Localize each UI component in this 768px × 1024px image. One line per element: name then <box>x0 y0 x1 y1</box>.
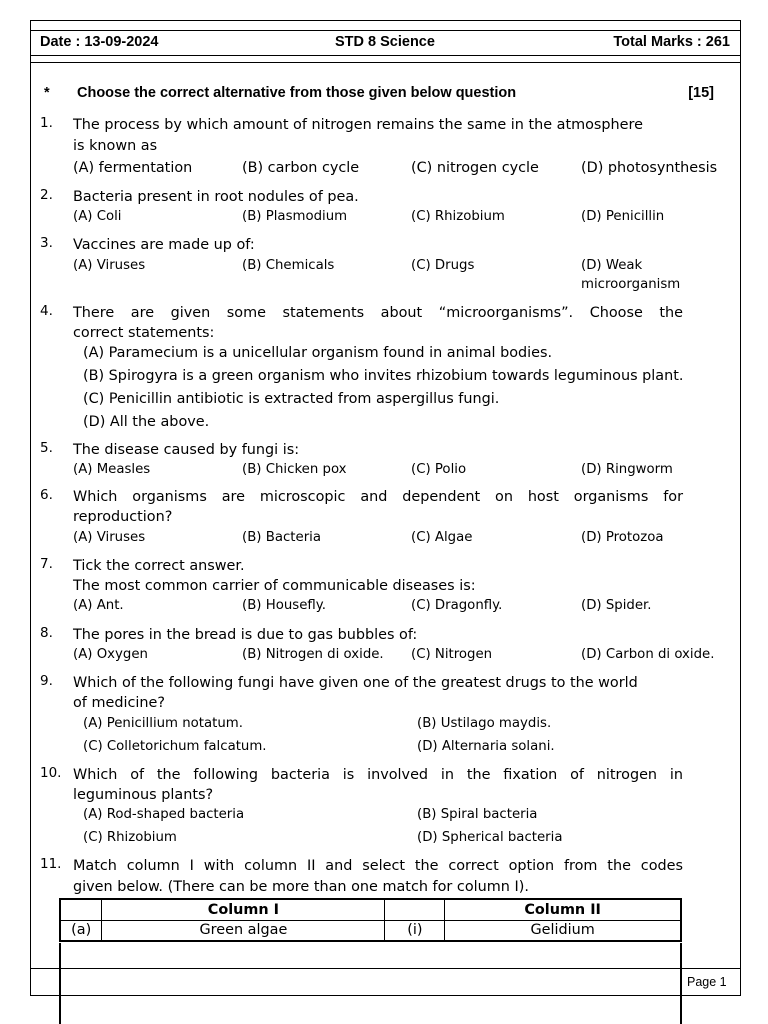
question-stem-line: given below. (There can be more than one match for column I). <box>73 879 529 895</box>
option-a: (A) Penicillium notatum. <box>83 716 243 731</box>
option-a: (A) Ant. <box>73 598 124 613</box>
question-stem-line: Tick the correct answer. <box>73 558 245 574</box>
question-stem-line: Which organisms are microscopic and dependent on host organisms for <box>73 489 683 505</box>
option-b: (B) Chemicals <box>242 258 335 273</box>
option-b: (B) Plasmodium <box>242 209 348 224</box>
option-a: (A) Measles <box>73 462 151 477</box>
footer-divider <box>30 968 741 969</box>
option-d-continued: microorganism <box>581 277 681 292</box>
section-instruction: Choose the correct alternative from those given below question <box>77 85 517 101</box>
question-stem-line: The disease caused by fungi is: <box>73 442 300 458</box>
question-stem-line: Match column I with column II and select the correct option from the codes <box>73 858 683 874</box>
question-stem-line: leguminous plants? <box>73 787 214 803</box>
statement-a: (A) Paramecium is a unicellular organism found in animal bodies. <box>83 345 553 361</box>
question-number: 11. <box>40 856 62 872</box>
question-stem-line: Which of the following bacteria is involved in the fixation of nitrogen in <box>73 767 683 783</box>
exam-date: Date : 13-09-2024 <box>40 34 159 50</box>
option-d: (D) Weak <box>581 258 643 273</box>
question-number: 10. <box>40 765 62 781</box>
column-header: Column II <box>445 899 681 920</box>
option-d: (D) Spider. <box>581 598 652 613</box>
match-table <box>59 898 682 942</box>
table-row <box>60 920 681 941</box>
question-number: 4. <box>40 303 53 319</box>
statement-b: (B) Spirogyra is a green organism who invites rhizobium towards leguminous plant. <box>83 368 684 384</box>
option-a: (A) fermentation <box>73 160 193 176</box>
question-number: 1. <box>40 115 53 131</box>
question-number: 3. <box>40 235 53 251</box>
table-continuation <box>59 943 682 1024</box>
option-d: (D) Alternaria solani. <box>417 739 555 754</box>
option-b: (B) Spiral bacteria <box>417 807 538 822</box>
question-number: 8. <box>40 625 53 641</box>
option-a: (A) Oxygen <box>73 647 148 662</box>
option-c: (C) Drugs <box>411 258 475 273</box>
option-c: (C) Polio <box>411 462 467 477</box>
option-d: (D) Carbon di oxide. <box>581 647 715 662</box>
question-number: 6. <box>40 487 53 503</box>
option-b: (B) Chicken pox <box>242 462 347 477</box>
statement-c: (C) Penicillin antibiotic is extracted from aspergillus fungi. <box>83 391 500 407</box>
question-number: 7. <box>40 556 53 572</box>
total-marks: Total Marks : 261 <box>613 34 730 50</box>
table-header-row <box>60 899 681 920</box>
option-c: (C) Algae <box>411 530 473 545</box>
question-stem-line: The pores in the bread is due to gas bubbles of: <box>73 627 418 643</box>
question-number: 9. <box>40 673 53 689</box>
page-number: Page 1 <box>687 975 727 989</box>
option-d: (D) photosynthesis <box>581 160 718 176</box>
option-a: (A) Coli <box>73 209 122 224</box>
option-d: (D) Ringworm <box>581 462 673 477</box>
option-d: (D) Protozoa <box>581 530 664 545</box>
option-b: (B) Housefly. <box>242 598 326 613</box>
option-c: (C) Rhizobium <box>83 830 177 845</box>
option-a: (A) Viruses <box>73 530 146 545</box>
option-a: (A) Viruses <box>73 258 146 273</box>
question-stem-line: There are given some statements about “microorganisms”. Choose the <box>73 305 683 321</box>
question-stem-line: of medicine? <box>73 695 165 711</box>
option-c: (C) nitrogen cycle <box>411 160 539 176</box>
column-header: Column I <box>102 899 385 920</box>
statement-d: (D) All the above. <box>83 414 210 430</box>
exam-subject: STD 8 Science <box>335 34 435 50</box>
option-b: (B) Bacteria <box>242 530 322 545</box>
question-number: 5. <box>40 440 53 456</box>
option-c: (C) Nitrogen <box>411 647 493 662</box>
section-star: * <box>44 85 50 101</box>
question-number: 2. <box>40 187 53 203</box>
table-cell: Gelidium <box>445 920 681 941</box>
option-c: (C) Colletorichum falcatum. <box>83 739 267 754</box>
question-stem-line: is known as <box>73 138 158 154</box>
question-stem-line: reproduction? <box>73 509 173 525</box>
table-cell: (a) <box>60 920 102 941</box>
option-b: (B) Nitrogen di oxide. <box>242 647 384 662</box>
option-b: (B) carbon cycle <box>242 160 360 176</box>
table-cell: (i) <box>385 920 445 941</box>
option-a: (A) Rod-shaped bacteria <box>83 807 245 822</box>
header-divider <box>30 62 741 63</box>
option-b: (B) Ustilago maydis. <box>417 716 552 731</box>
option-c: (C) Rhizobium <box>411 209 505 224</box>
option-c: (C) Dragonfly. <box>411 598 503 613</box>
option-d: (D) Penicillin <box>581 209 665 224</box>
question-stem-line: correct statements: <box>73 325 215 341</box>
question-stem-line: Bacteria present in root nodules of pea. <box>73 189 359 205</box>
option-d: (D) Spherical bacteria <box>417 830 563 845</box>
table-cell: Green algae <box>102 920 385 941</box>
question-stem-line: The most common carrier of communicable diseases is: <box>73 578 476 594</box>
question-stem-line: Vaccines are made up of: <box>73 237 255 253</box>
question-stem-line: The process by which amount of nitrogen remains the same in the atmosphere <box>73 117 643 133</box>
question-stem-line: Which of the following fungi have given one of the greatest drugs to the world <box>73 675 638 691</box>
section-marks: [15] <box>688 85 714 101</box>
